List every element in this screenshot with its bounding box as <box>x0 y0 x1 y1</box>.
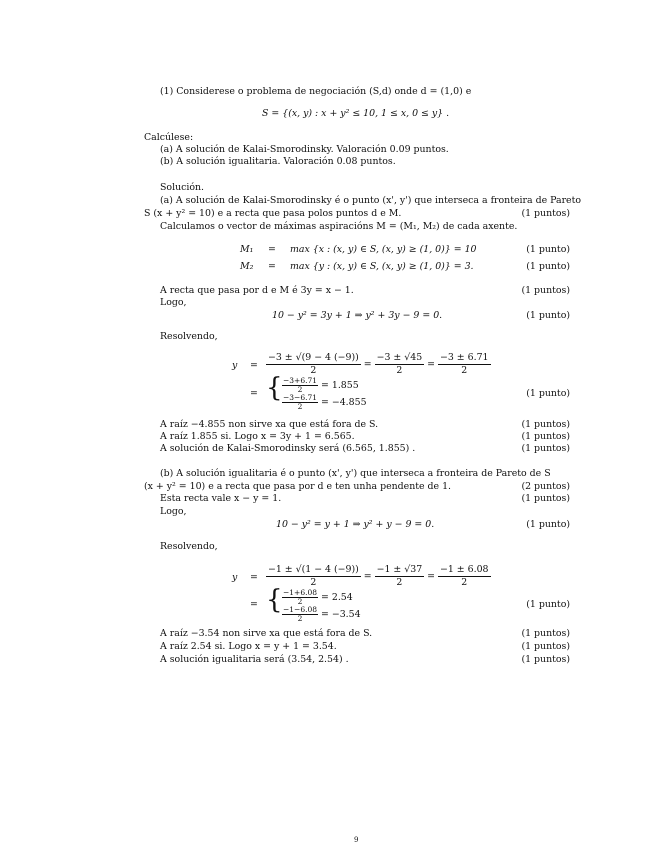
case-a1-value: = 1.855 <box>321 380 359 391</box>
case-a2-value: = −4.855 <box>321 397 367 408</box>
part-a-text: (a) A solución de Kalai-Smorodinsky. Valoración 0.09 puntos. <box>160 144 449 155</box>
set-definition: S = {(x, y) : x + y² ≤ 10, 1 ≤ x, 0 ≤ y} . <box>262 108 450 119</box>
fraction-b3-den: 2 <box>461 577 468 588</box>
fraction-a1-den: 2 <box>310 365 317 376</box>
points-cases-a: (1 punto) <box>526 388 570 399</box>
fraction-a1 <box>266 352 491 377</box>
solution-b-line3: Esta recta vale x − y = 1. <box>160 493 282 504</box>
fraction-a2-den: 2 <box>396 365 403 376</box>
solution-heading: Solución. <box>160 182 205 193</box>
root-b-positive: A raíz 2.54 si. Logo x = y + 1 = 3.54. <box>160 641 337 652</box>
case-b1 <box>282 589 353 606</box>
cases-brace-b: { <box>266 585 283 615</box>
eq-sign-b4: = <box>250 599 258 610</box>
case-a2 <box>282 394 367 411</box>
eq-sign-b3: = <box>427 571 436 582</box>
eq-sign-a2: = <box>363 359 372 370</box>
equation-b: 10 − y² = y + 1 ⇒ y² + y − 9 = 0. <box>276 519 435 530</box>
fraction-b2-den: 2 <box>396 577 403 588</box>
eq-sign-a3: = <box>427 359 436 370</box>
igualitaria-solution: A solución igualitaria será (3.54, 2.54) . <box>160 654 349 665</box>
fraction-b1-num: −1 ± √(1 − 4 (−9)) <box>268 564 359 575</box>
eq-sign-b1: = <box>250 572 258 583</box>
solution-b-line2: (x + y² = 10) e a recta que pasa por d e ten unha pendente de 1. <box>144 481 452 492</box>
equation-a: 10 − y² = 3y + 1 ⇒ y² + 3y − 9 = 0. <box>272 310 443 321</box>
m1-rhs: max {x : (x, y) ∈ S, (x, y) ≥ (1, 0)} = 10 <box>290 244 477 255</box>
fraction-a2-num: −3 ± √45 <box>376 352 423 363</box>
points-cases-b: (1 punto) <box>526 599 570 610</box>
points-m2: (1 punto) <box>526 261 570 272</box>
solution-b-line1: (b) A solución igualitaria é o punto (x', y') que interseca a fronteira de Pareto de S <box>160 468 551 479</box>
case-b2-num: −1−6.08 <box>283 605 318 614</box>
points-ks-solution: (1 puntos) <box>521 443 570 454</box>
points-root-a-pos: (1 puntos) <box>521 431 570 442</box>
eq-sign-a4: = <box>250 388 258 399</box>
eq-sign-b2: = <box>363 571 372 582</box>
solution-a-line2: S (x + y² = 10) e a recta que pasa polos puntos d e M. <box>144 208 402 219</box>
root-a-positive: A raíz 1.855 si. Logo x = 3y + 1 = 6.565. <box>160 431 355 442</box>
fraction-a1-num: −3 ± √(9 − 4 (−9)) <box>268 352 359 363</box>
case-b1-num: −1+6.08 <box>283 588 318 597</box>
points-line-dm: (1 puntos) <box>521 285 570 296</box>
line-dm: A recta que pasa por d e M é 3y = x − 1. <box>160 285 354 296</box>
case-b2-den: 2 <box>297 614 303 623</box>
case-b2 <box>282 606 361 623</box>
case-a2-num: −3−6.71 <box>283 393 318 402</box>
points-b-line2: (2 puntos) <box>521 481 570 492</box>
y-label-a: y <box>232 360 238 371</box>
resolvendo-b: Resolvendo, <box>160 541 218 552</box>
fraction-b2-num: −1 ± √37 <box>376 564 423 575</box>
fraction-b1-den: 2 <box>310 577 317 588</box>
root-a-negative: A raíz −4.855 non sirve xa que está fora de S. <box>160 419 379 430</box>
m2-rhs: max {y : (x, y) ∈ S, (x, y) ≥ (1, 0)} = 3. <box>290 261 474 272</box>
case-a1-num: −3+6.71 <box>283 376 318 385</box>
problem-intro: (1) Considerese o problema de negociación (S,d) onde d = (1,0) e <box>160 86 472 97</box>
case-a1 <box>282 377 359 394</box>
solution-a-line1: (a) A solución de Kalai-Smorodinsky é o punto (x', y') que interseca a fronteira de Pareto <box>160 195 582 206</box>
points-m1: (1 punto) <box>526 244 570 255</box>
fraction-a3-num: −3 ± 6.71 <box>440 352 489 363</box>
part-b-text: (b) A solución igualitaria. Valoración 0.08 puntos. <box>160 156 396 167</box>
eq-sign-a1: = <box>250 360 258 371</box>
solution-a-line3: Calculamos o vector de máximas aspiracións M = (M₁, M₂) de cada axente. <box>160 221 518 232</box>
logo-b: Logo, <box>160 506 187 517</box>
case-a2-den: 2 <box>297 402 303 411</box>
case-b1-value: = 2.54 <box>321 592 353 603</box>
fraction-b3-num: −1 ± 6.08 <box>440 564 489 575</box>
fraction-a3-den: 2 <box>461 365 468 376</box>
resolvendo-a: Resolvendo, <box>160 331 218 342</box>
fraction-b1 <box>266 564 491 589</box>
case-b2-value: = −3.54 <box>321 609 361 620</box>
points-root-a-neg: (1 puntos) <box>521 419 570 430</box>
points-igualitaria: (1 puntos) <box>521 654 570 665</box>
points-b-line3: (1 puntos) <box>521 493 570 504</box>
page-number: 9 <box>354 836 359 844</box>
points-a-line2: (1 puntos) <box>521 208 570 219</box>
m2-lhs: M₂ <box>240 261 254 272</box>
y-label-b: y <box>232 572 238 583</box>
case-b1-den: 2 <box>297 597 303 606</box>
points-equation-b: (1 punto) <box>526 519 570 530</box>
points-equation-a: (1 punto) <box>526 310 570 321</box>
root-b-negative: A raíz −3.54 non sirve xa que está fora de S. <box>160 628 373 639</box>
ks-solution: A solución de Kalai-Smorodinsky será (6.565, 1.855) . <box>160 443 416 454</box>
case-a1-den: 2 <box>297 385 303 394</box>
m1-lhs: M₁ <box>240 244 254 255</box>
logo-a: Logo, <box>160 297 187 308</box>
calc-label: Calcúlese: <box>144 132 194 143</box>
points-root-b-pos: (1 puntos) <box>521 641 570 652</box>
cases-brace-a: { <box>266 373 283 403</box>
m2-eq: = <box>268 261 276 272</box>
m1-eq: = <box>268 244 276 255</box>
points-root-b-neg: (1 puntos) <box>521 628 570 639</box>
